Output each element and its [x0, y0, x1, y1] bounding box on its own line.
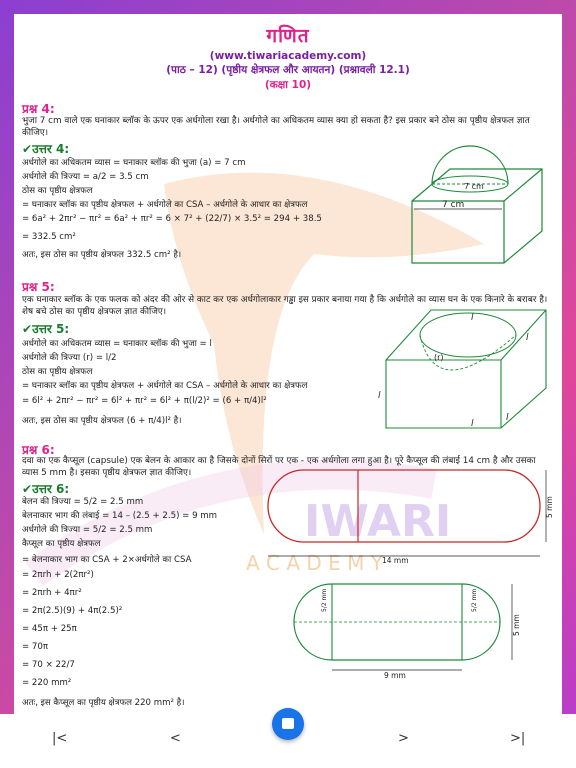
last-page-button[interactable]: >| [510, 731, 526, 746]
reader-mode-button[interactable] [272, 708, 304, 740]
dimension-label: 9 mm [384, 671, 406, 680]
answer-line: = 2πrh + 2(2πr²) [22, 570, 94, 580]
dimension-label: 7 cm [442, 200, 465, 210]
answer-line: कैप्सूल का पृष्ठीय क्षेत्रफल [22, 539, 101, 549]
answer-line: = 70 × 22/7 [22, 660, 75, 670]
question-6-text: दवा का एक कैप्सूल (capsule) एक बेलन के आकार का है जिसके दोनों सिरों पर एक - एक अर्धगोला लगा हुआ है। पूरे कैप्सूल की लंबाई 14 cm है और उसका व्यास 5 mm है। इसका पृष्ठीय क्षेत्रफल ज्ञात कीजिए। [22, 456, 536, 478]
cube-hemisphere-cavity-figure [376, 300, 556, 430]
answer-line: बेलन की त्रिज्या = 5/2 = 2.5 mm [22, 497, 144, 507]
capsule-figure-bottom [286, 580, 536, 680]
answer-line: = 70π [22, 642, 49, 652]
label-r: (r) [434, 353, 444, 362]
dimension-label: 7 cm [464, 182, 484, 191]
class-info: (कक्षा 10) [264, 79, 312, 91]
label-l: l [471, 313, 474, 323]
answer-4-heading [22, 140, 69, 157]
answer-6-label: उत्तर 6: [32, 482, 70, 496]
check-icon: ✔ [22, 142, 33, 156]
question-4-heading: प्रश्न 4: [22, 102, 55, 116]
watermark-text: IWARI [304, 496, 452, 547]
answer-line: अर्धगोले का अधिकतम व्यास = घनाकार ब्लॉक की भुजा = l [22, 339, 212, 349]
answer-line: बेलनाकार भाग की लंबाई = 14 – (2.5 + 2.5) = 9 mm [22, 511, 218, 521]
check-icon: ✔ [22, 322, 33, 336]
label-l: l [506, 413, 509, 423]
radius-label: 5/2 mm [321, 588, 328, 612]
answer-line: अर्धगोले की त्रिज्या (r) = l/2 [22, 353, 117, 363]
previous-page-button[interactable]: < [170, 731, 181, 746]
answer-conclusion: अतः, इस ठोस का पृष्ठीय क्षेत्रफल 332.5 cm² है। [22, 250, 182, 260]
answer-line: = 45π + 25π [22, 624, 77, 634]
answer-line: = 2π(2.5)(9) + 4π(2.5)² [22, 606, 123, 616]
next-page-button[interactable]: > [398, 731, 409, 746]
answer-line: = 2πrh + 4πr² [22, 588, 82, 598]
answer-line: = 332.5 cm² [22, 232, 76, 242]
label-l: l [526, 333, 529, 343]
page-header [14, 22, 562, 92]
question-4-text: भुजा 7 cm वाले एक घनाकार ब्लॉक के ऊपर एक अर्धगोला रखा है। अर्धगोले का अधिकतम व्यास क्या हो सकता है? इस प्रकार बने ठोस का पृष्ठीय क्षेत्रफल ज्ञात कीजिए। [22, 116, 530, 138]
answer-line: = घनाकार ब्लॉक का पृष्ठीय क्षेत्रफल + अर्धगोले का CSA – अर्धगोले के आधार का क्षेत्रफल [22, 200, 308, 210]
answer-conclusion: अतः, इस ठोस का पृष्ठीय क्षेत्रफल (6 + π/4)l² है। [22, 416, 182, 426]
check-icon: ✔ [22, 482, 33, 496]
question-5-text: एक घनाकार ब्लॉक के एक फलक को अंदर की ओर से काट कर एक अर्धगोलाकार गड्ढा इस प्रकार बनाया गया है कि अर्धगोले का व्यास घन के एक किनारे के बराबर है। शेष बचे ठोस का पृष्ठीय क्षेत्रफल ज्ञात कीजिए। [22, 295, 548, 317]
dimension-label: 5 mm [545, 496, 554, 518]
document-page [14, 14, 562, 714]
label-l: l [471, 419, 474, 429]
capsule-figure-top [264, 466, 554, 566]
answer-line: = 6a² + 2πr² − πr² = 6a² + πr² = 6 × 7² + (22/7) × 3.5² = 294 + 38.5 [22, 214, 322, 224]
chapter-info: (पाठ – 12) (पृष्ठीय क्षेत्रफल और आयतन) (प्रश्नावली 12.1) [166, 64, 410, 76]
question-6-heading: प्रश्न 6: [22, 443, 55, 457]
answer-line: अर्धगोले की त्रिज्या = 5/2 = 2.5 mm [22, 525, 153, 535]
answer-4-label: उत्तर 4: [32, 142, 70, 156]
cube-hemisphere-figure [392, 139, 552, 264]
dimension-label: 14 mm [382, 556, 409, 565]
answer-line: = घनाकार ब्लॉक का पृष्ठीय क्षेत्रफल + अर्धगोले का CSA – अर्धगोले के आधार का क्षेत्रफल [22, 381, 308, 391]
answer-line: = बेलनाकार भाग का CSA + 2×अर्धगोले का CSA [22, 555, 192, 565]
dimension-label: 5 mm [512, 614, 521, 636]
label-l: l [378, 391, 381, 401]
answer-line: = 220 mm² [22, 678, 72, 688]
answer-5-label: उत्तर 5: [32, 322, 70, 336]
answer-conclusion: अतः, इस कैप्सूल का पृष्ठीय क्षेत्रफल 220 mm² है। [22, 698, 185, 708]
radius-label: 5/2 mm [471, 588, 478, 612]
page-title: गणित [266, 25, 310, 47]
answer-line: = 6l² + 2πr² − πr² = 6l² + πr² = 6l² + π(l/2)² = (6 + π/4)l² [22, 396, 267, 406]
answer-line: अर्धगोले की त्रिज्या = a/2 = 3.5 cm [22, 172, 149, 182]
answer-line: अर्धगोले का अधिकतम व्यास = घनाकार ब्लॉक की भुजा (a) = 7 cm [22, 158, 246, 168]
watermark-subtext: A C A D E M Y [246, 551, 383, 575]
answer-line: ठोस का पृष्ठीय क्षेत्रफल [22, 186, 93, 196]
site-link[interactable]: (www.tiwariacademy.com) [209, 50, 367, 62]
answer-line: ठोस का पृष्ठीय क्षेत्रफल [22, 367, 93, 377]
first-page-button[interactable]: |< [52, 731, 68, 746]
book-icon [282, 718, 294, 729]
answer-5-heading [22, 320, 69, 337]
question-5-heading: प्रश्न 5: [22, 280, 55, 294]
